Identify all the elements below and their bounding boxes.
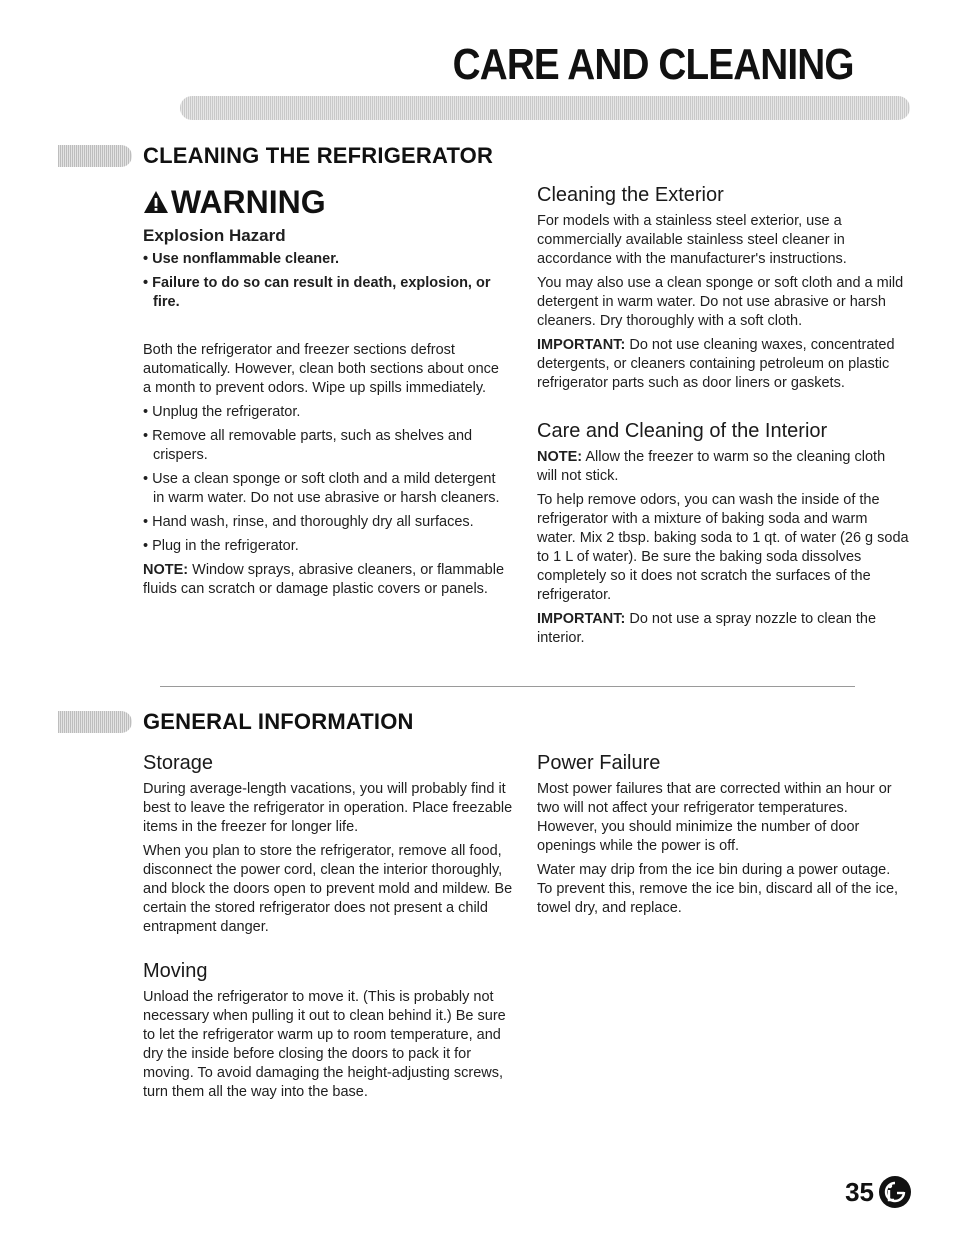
section-divider [160, 686, 855, 687]
warning-bullet: • Use nonflammable cleaner. [143, 251, 340, 267]
general-right-column [537, 751, 902, 923]
interior-important [537, 610, 909, 648]
important-text: Do not use a spray nozzle to clean the interior. [537, 611, 877, 646]
hazard-title: Explosion Hazard [143, 226, 286, 245]
storage-p2: When you plan to store the refrigerator, remove all food, disconnect the power cord, clean the interior thoroughly, and block the doors open to prevent mold and mildew. Be certain the stored refrigerator does not present a child entrapment danger. [143, 843, 513, 935]
power-heading: Power Failure [537, 752, 661, 774]
interior-note [537, 448, 909, 486]
storage-heading: Storage [143, 752, 214, 774]
lg-logo-icon [878, 1175, 912, 1209]
section-heading-general: GENERAL INFORMATION [143, 709, 414, 734]
important-label: IMPORTANT: [537, 337, 626, 353]
warning-title [143, 184, 505, 220]
exterior-important [537, 336, 909, 393]
cleaning-step: • Use a clean sponge or soft cloth and a mild detergent in warm water. Do not use abrasive or harsh cleaners. [143, 471, 500, 506]
storage-p1: During average-length vacations, you will probably find it best to leave the refrigerator in operation. Place freezable items in the freezer for longer life. [143, 781, 513, 835]
exterior-heading: Cleaning the Exterior [537, 184, 724, 206]
note-label: NOTE: [143, 562, 189, 578]
cleaning-intro: Both the refrigerator and freezer sections defrost automatically. However, clean both sections about once a month to prevent odors. Wipe up spills immediately. [143, 342, 499, 396]
interior-p1: To help remove odors, you can wash the inside of the refrigerator with a mixture of baking soda and warm water. Mix 2 tbsp. baking soda to 1 qt. of water (26 g soda to 1 L of water). Be sure the baking soda dissolves completely so it does not scratch the surfaces of the refrigerator. [537, 492, 909, 603]
section-tab [58, 711, 132, 733]
important-label: IMPORTANT: [537, 611, 626, 627]
cleaning-step: • Plug in the refrigerator. [143, 538, 299, 554]
warning-bullet: • Failure to do so can result in death, explosion, or fire. [143, 275, 491, 310]
interior-heading: Care and Cleaning of the Interior [537, 420, 828, 442]
cleaning-step: • Unplug the refrigerator. [143, 404, 301, 420]
section-heading-cleaning: CLEANING THE REFRIGERATOR [143, 143, 494, 168]
section-tab [58, 145, 132, 167]
power-p1: Most power failures that are corrected within an hour or two will not affect your refrigerator temperatures. However, you should minimize the number of door openings while the power is off. [537, 781, 892, 854]
moving-p1: Unload the refrigerator to move it. (This is probably not necessary when pulling it out to clean behind it.) Be sure to let the refrigerator warm up to room temperature, and dry the inside before closing the doors to pack it for moving. To avoid damaging the height-adjusting screws, turn them all the way into the base. [143, 989, 506, 1100]
page-number: 35 [845, 1176, 874, 1207]
exterior-p2: You may also use a clean sponge or soft cloth and a mild detergent in warm water. Do not use abrasive or harsh cleaners. Dry thoroughly with a soft cloth. [537, 275, 904, 329]
warning-label: WARNING [171, 184, 326, 220]
general-left-column [143, 751, 518, 1107]
title-bar [180, 96, 910, 120]
cleaning-step: • Hand wash, rinse, and thoroughly dry all surfaces. [143, 514, 474, 530]
important-text: Do not use cleaning waxes, concentrated detergents, or cleaners containing petroleum on plastic refrigerator parts such as door liners or gaskets. [537, 337, 895, 391]
moving-heading: Moving [143, 960, 208, 982]
page-footer [845, 1175, 912, 1209]
cleaning-left-column [143, 184, 505, 604]
cleaning-note [143, 561, 505, 599]
warning-icon [143, 190, 169, 214]
note-text: Window sprays, abrasive cleaners, or flammable fluids can scratch or damage plastic covers or panels. [143, 562, 505, 597]
cleaning-step: • Remove all removable parts, such as shelves and crispers. [143, 428, 473, 463]
page-title: CARE AND CLEANING [453, 40, 854, 89]
cleaning-right-column [537, 183, 909, 653]
note-text: Allow the freezer to warm so the cleaning cloth will not stick. [537, 449, 886, 484]
power-p2: Water may drip from the ice bin during a power outage. To prevent this, remove the ice bin, discard all of the ice, towel dry, and replace. [537, 862, 899, 916]
note-label: NOTE: [537, 449, 583, 465]
exterior-p1: For models with a stainless steel exterior, use a commercially available stainless steel cleaner in accordance with the manufacturer's instructions. [537, 213, 847, 267]
